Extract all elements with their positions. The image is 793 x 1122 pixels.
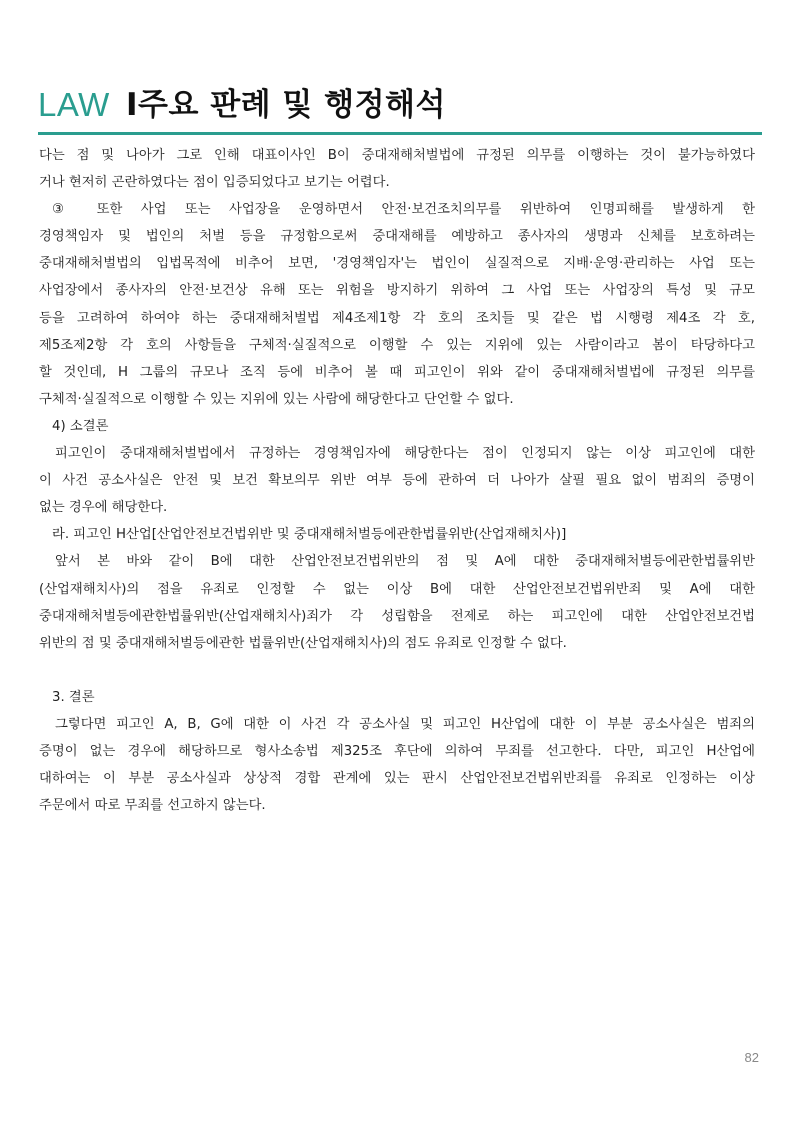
page-number: 82 — [744, 1050, 759, 1065]
page-header — [38, 80, 760, 130]
body-line: 거나 현저히 곤란하였다는 점이 입증되었다고 보기는 어렵다. — [39, 175, 390, 191]
paragraph-gap — [39, 657, 755, 684]
body-line: 없는 경우에 해당한다. — [39, 500, 168, 516]
body-line: 피고인이 중대재해처벌법에서 규정하는 경영책임자에 해당한다는 점이 인정되지 않는 이상 피고인에 대한 — [55, 446, 755, 462]
body-line: 위반의 점 및 중대재해처벌등에관한 법률위반(산업재해치사)의 점도 유죄로 인정할 수 없다. — [39, 635, 567, 651]
body-line: 증명이 없는 경우에 해당하므로 형사소송법 제325조 후단에 의하여 무죄를 선고한다. 다만, 피고인 H산업에 — [39, 744, 755, 760]
body-line: 앞서 본 바와 같이 B에 대한 산업안전보건법위반의 점 및 A에 대한 중대재해처벌등에관한법률위반 — [55, 554, 755, 570]
document-body — [39, 142, 755, 819]
body-line: (산업재해치사)의 점을 유죄로 인정할 수 없는 이상 B에 대한 산업안전보건법위반죄 및 A에 대한 — [39, 581, 755, 597]
page-title: Ⅰ주요 판례 및 행정해석 — [126, 87, 446, 123]
body-line: 주문에서 따로 무죄를 선고하지 않는다. — [39, 798, 266, 814]
body-line: 할 것인데, H 그룹의 규모나 조직 등에 비추어 볼 때 피고인이 위와 같이 중대재해처벌법에 규정된 의무를 — [39, 364, 755, 380]
subsection-heading: 라. 피고인 H산업[산업안전보건법위반 및 중대재해처벌등에관한법률위반(산업재해치사)] — [52, 527, 567, 543]
header-divider — [38, 132, 762, 135]
subsection-heading: 4) 소결론 — [52, 418, 109, 434]
body-line: 그렇다면 피고인 A, B, G에 대한 이 사건 각 공소사실 및 피고인 H산업에 대한 이 부분 공소사실은 범죄의 — [55, 716, 755, 732]
body-line: 경영책임자 및 법인의 처벌 등을 규정함으로써 중대재해를 예방하고 종사자의 생명과 신체를 보호하려는 — [39, 229, 755, 245]
section-label: LAW — [38, 86, 110, 123]
body-line: 이 사건 공소사실은 안전 및 보건 확보의무 위반 여부 등에 관하여 더 나아가 살필 필요 없이 범죄의 증명이 — [39, 473, 755, 489]
body-line: 중대재해처벌법의 입법목적에 비추어 보면, '경영책임자'는 법인이 실질적으로 지배·운영·관리하는 사업 또는 — [39, 256, 755, 272]
body-line: ③ 또한 사업 또는 사업장을 운영하면서 안전·보건조치의무를 위반하여 인명피해를 발생하게 한 — [52, 202, 755, 218]
body-line: 중대재해처벌등에관한법률위반(산업재해치사)죄가 각 성립함을 전제로 하는 피고인에 대한 산업안전보건법 — [39, 608, 755, 624]
body-line: 다는 점 및 나아가 그로 인해 대표이사인 B이 중대재해처벌법에 규정된 의무를 이행하는 것이 불가능하였다 — [39, 148, 755, 163]
body-line: 사업장에서 종사자의 안전·보건상 유해 또는 위험을 방지하기 위하여 그 사업 또는 사업장의 특성 및 규모 — [39, 283, 755, 299]
section-heading: 3. 결론 — [52, 689, 95, 705]
body-line: 등을 고려하여 하여야 하는 중대재해처벌법 제4조제1항 각 호의 조치들 및 같은 법 시행령 제4조 각 호, — [39, 310, 755, 326]
body-line: 구체적·실질적으로 이행할 수 있는 지위에 있는 사람에 해당한다고 단언할 수 없다. — [39, 391, 514, 407]
body-line: 대하여는 이 부분 공소사실과 상상적 경합 관계에 있는 판시 산업안전보건법위반죄를 유죄로 인정하는 이상 — [39, 771, 755, 787]
body-line: 제5조제2항 각 호의 사항들을 구체적·실질적으로 이행할 수 있는 지위에 있는 사람이라고 봄이 타당하다고 — [39, 337, 755, 353]
